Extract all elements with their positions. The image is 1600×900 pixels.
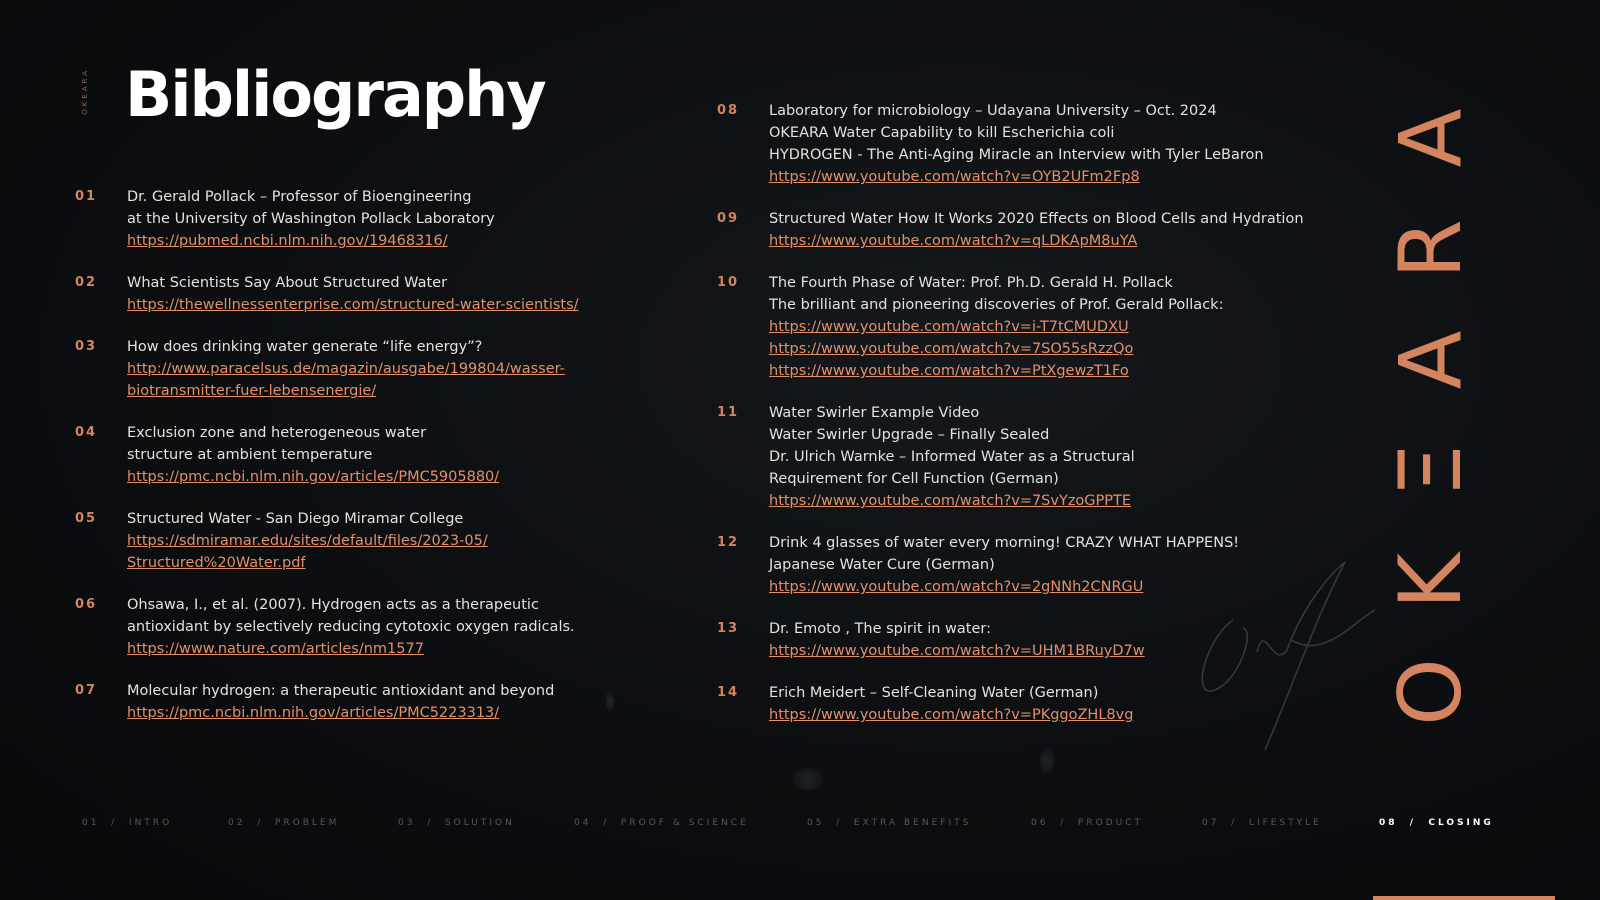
reference-link[interactable]: https://pmc.ncbi.nlm.nih.gov/articles/PMC5223313/ bbox=[127, 705, 500, 721]
reference-item bbox=[75, 422, 715, 488]
reference-body bbox=[769, 402, 1357, 512]
reference-number: 13 bbox=[717, 621, 740, 636]
water-drop-decoration bbox=[793, 768, 823, 790]
reference-text: Water Swirler Upgrade – Finally Sealed bbox=[769, 427, 1050, 443]
reference-number: 12 bbox=[717, 535, 740, 550]
reference-item bbox=[717, 100, 1357, 188]
reference-text: Dr. Emoto , The spirit in water: bbox=[769, 621, 991, 637]
reference-body bbox=[127, 680, 715, 724]
reference-text: Structured Water - San Diego Miramar College bbox=[127, 511, 464, 527]
reference-body bbox=[127, 508, 715, 574]
reference-item bbox=[75, 336, 715, 402]
nav-item[interactable]: 03 / SOLUTION bbox=[398, 818, 515, 828]
reference-link[interactable]: https://pmc.ncbi.nlm.nih.gov/articles/PMC5905880/ bbox=[127, 469, 500, 485]
reference-item bbox=[717, 272, 1357, 382]
reference-link[interactable]: Structured%20Water.pdf bbox=[127, 555, 306, 571]
reference-body bbox=[769, 272, 1357, 382]
reference-text: Dr. Gerald Pollack – Professor of Bioengineering bbox=[127, 189, 472, 205]
reference-number: 06 bbox=[75, 597, 98, 612]
reference-text: The Fourth Phase of Water: Prof. Ph.D. Gerald H. Pollack bbox=[769, 275, 1173, 291]
reference-number: 05 bbox=[75, 511, 98, 526]
page-title: Bibliography bbox=[125, 58, 545, 131]
reference-item bbox=[75, 272, 715, 316]
reference-text: antioxidant by selectively reducing cytotoxic oxygen radicals. bbox=[127, 619, 575, 635]
reference-text: Water Swirler Example Video bbox=[769, 405, 980, 421]
nav-item[interactable]: 06 / PRODUCT bbox=[1031, 818, 1143, 828]
reference-number: 07 bbox=[75, 683, 98, 698]
reference-link[interactable]: https://www.nature.com/articles/nm1577 bbox=[127, 641, 424, 657]
reference-link[interactable]: https://www.youtube.com/watch?v=UHM1BRuyD7w bbox=[769, 643, 1145, 659]
reference-text: at the University of Washington Pollack Laboratory bbox=[127, 211, 495, 227]
reference-text: Drink 4 glasses of water every morning! CRAZY WHAT HAPPENS! bbox=[769, 535, 1240, 551]
brand-letter: K bbox=[1381, 552, 1481, 610]
signature-decoration bbox=[1195, 560, 1385, 760]
reference-number: 14 bbox=[717, 685, 740, 700]
brand-letter: Ξ bbox=[1381, 443, 1481, 498]
reference-body bbox=[769, 100, 1357, 188]
brand-letter: A bbox=[1381, 108, 1481, 168]
nav-item[interactable]: 04 / PROOF & SCIENCE bbox=[574, 818, 749, 828]
nav-item[interactable]: 02 / PROBLEM bbox=[228, 818, 340, 828]
reference-text: structure at ambient temperature bbox=[127, 447, 373, 463]
reference-number: 08 bbox=[717, 103, 740, 118]
reference-text: Molecular hydrogen: a therapeutic antioxidant and beyond bbox=[127, 683, 555, 699]
reference-item bbox=[75, 186, 715, 252]
brand-letter: O bbox=[1380, 658, 1481, 726]
bibliography-left-column bbox=[75, 186, 715, 724]
reference-text: How does drinking water generate “life energy”? bbox=[127, 339, 483, 355]
reference-link[interactable]: https://www.youtube.com/watch?v=7SO55sRzzQo bbox=[769, 341, 1134, 357]
reference-number: 01 bbox=[75, 189, 98, 204]
reference-number: 11 bbox=[717, 405, 740, 420]
section-navigation bbox=[82, 818, 1520, 834]
reference-link[interactable]: https://www.youtube.com/watch?v=7SvYzoGPPTE bbox=[769, 493, 1132, 509]
nav-item[interactable]: 08 / CLOSING bbox=[1379, 818, 1494, 828]
reference-text: Exclusion zone and heterogeneous water bbox=[127, 425, 427, 441]
reference-item bbox=[717, 402, 1357, 512]
reference-item bbox=[75, 508, 715, 574]
reference-link[interactable]: https://pubmed.ncbi.nlm.nih.gov/19468316/ bbox=[127, 233, 448, 249]
reference-link[interactable]: https://thewellnessenterprise.com/structured-water-scientists/ bbox=[127, 297, 579, 313]
nav-item[interactable]: 07 / LIFESTYLE bbox=[1202, 818, 1322, 828]
reference-link[interactable]: https://www.youtube.com/watch?v=i-T7tCMUDXU bbox=[769, 319, 1129, 335]
reference-text: Ohsawa, I., et al. (2007). Hydrogen acts as a therapeutic bbox=[127, 597, 539, 613]
nav-item[interactable]: 01 / INTRO bbox=[82, 818, 173, 828]
reference-text: The brilliant and pioneering discoveries of Prof. Gerald Pollack: bbox=[769, 297, 1224, 313]
reference-link[interactable]: biotransmitter-fuer-lebensenergie/ bbox=[127, 383, 377, 399]
reference-body bbox=[127, 594, 715, 660]
reference-link[interactable]: https://www.youtube.com/watch?v=PKggoZHL8vg bbox=[769, 707, 1134, 723]
reference-link[interactable]: https://sdmiramar.edu/sites/default/files/2023-05/ bbox=[127, 533, 488, 549]
reference-number: 09 bbox=[717, 211, 740, 226]
brand-letter: R bbox=[1380, 218, 1481, 279]
reference-number: 04 bbox=[75, 425, 98, 440]
reference-item bbox=[75, 680, 715, 724]
reference-item bbox=[75, 594, 715, 660]
reference-body bbox=[127, 186, 715, 252]
reference-text: HYDROGEN - The Anti-Aging Miracle an Interview with Tyler LeBaron bbox=[769, 147, 1264, 163]
reference-text: Japanese Water Cure (German) bbox=[769, 557, 995, 573]
reference-body bbox=[127, 422, 715, 488]
reference-number: 02 bbox=[75, 275, 98, 290]
water-drop-decoration bbox=[1040, 748, 1054, 774]
reference-number: 03 bbox=[75, 339, 98, 354]
reference-text: Dr. Ulrich Warnke – Informed Water as a Structural bbox=[769, 449, 1135, 465]
reference-body bbox=[127, 272, 715, 316]
reference-link[interactable]: https://www.youtube.com/watch?v=qLDKApM8uYA bbox=[769, 233, 1138, 249]
water-drop-decoration bbox=[606, 690, 614, 712]
reference-text: Laboratory for microbiology – Udayana University – Oct. 2024 bbox=[769, 103, 1217, 119]
reference-link[interactable]: https://www.youtube.com/watch?v=2gNNh2CNRGU bbox=[769, 579, 1144, 595]
reference-body bbox=[127, 336, 715, 402]
reference-text: Structured Water How It Works 2020 Effects on Blood Cells and Hydration bbox=[769, 211, 1304, 227]
reference-body bbox=[769, 208, 1357, 252]
reference-text: What Scientists Say About Structured Water bbox=[127, 275, 448, 291]
reference-text: Erich Meidert – Self-Cleaning Water (German) bbox=[769, 685, 1099, 701]
reference-link[interactable]: https://www.youtube.com/watch?v=PtXgewzT1Fo bbox=[769, 363, 1129, 379]
reference-text: OKEARA Water Capability to kill Escherichia coli bbox=[769, 125, 1115, 141]
reference-link[interactable]: http://www.paracelsus.de/magazin/ausgabe/199804/wasser- bbox=[127, 361, 565, 377]
reference-number: 10 bbox=[717, 275, 740, 290]
active-section-indicator bbox=[1373, 896, 1555, 900]
brand-mark-small: OKEARA bbox=[81, 68, 89, 115]
reference-link[interactable]: https://www.youtube.com/watch?v=OYB2UFm2Fp8 bbox=[769, 169, 1140, 185]
reference-text: Requirement for Cell Function (German) bbox=[769, 471, 1059, 487]
nav-item[interactable]: 05 / EXTRA BENEFITS bbox=[807, 818, 972, 828]
brand-wordmark-vertical bbox=[1380, 90, 1481, 740]
brand-letter: A bbox=[1381, 330, 1481, 390]
reference-item bbox=[717, 208, 1357, 252]
